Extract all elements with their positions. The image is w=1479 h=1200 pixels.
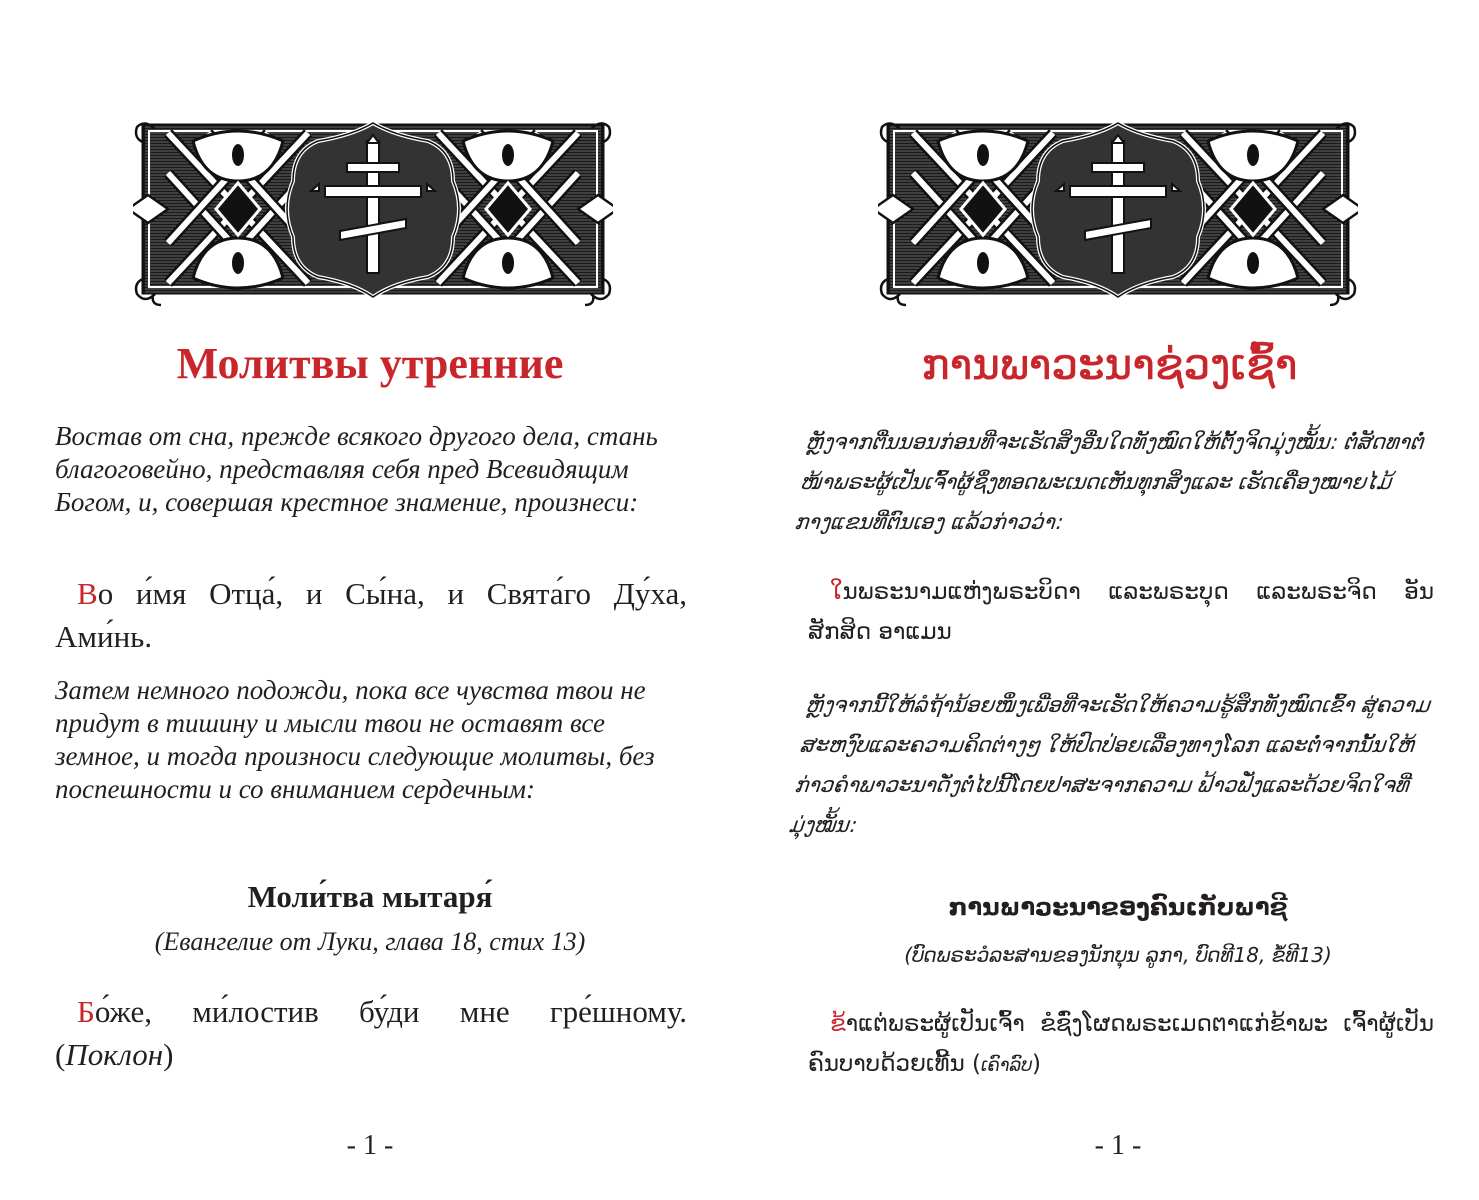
lao-page <box>740 0 1479 1200</box>
prayer-publican: Бо́же, ми́лостив бу́ди мне гре́шному. (Поклон) <box>55 994 687 1072</box>
ornate-cross-headpiece-icon <box>133 113 613 307</box>
reverence-note: ເຄົາລົບ <box>981 1055 1032 1076</box>
intro-rubric: Востав от сна, прежде всякого другого дела, стань благоговейно, представляя себя пред Всевидящим Богом, и, совершая крестное знамение, произнеси: <box>55 421 658 517</box>
drop-initial: В <box>77 576 98 611</box>
drop-initial: ຂ້ <box>830 1011 846 1037</box>
drop-initial: Б <box>77 994 95 1029</box>
scripture-source: (Евангелие от Луки, глава 18, стих 13) <box>154 927 586 956</box>
prayer-text: າແຕ່ພຣະຜູ້ເປັນເຈົ້າ ຂໍຊົ່ງໂຜດພຣະເມດຕາແກ່ຂ້າພະ ເຈົ້າຜູ້ເປັນຄົນບາບດ້ວຍເທີ້ນ <box>808 1011 1434 1077</box>
prayer-text: ນພຣະນາມແຫ່ງພຣະບິດາ ແລະພຣະບຸດ ແລະພຣະຈິດ ອັນສັກສິດ ອາແມນ <box>808 579 1434 645</box>
intro-rubric: ຫຼັງຈາກຕື່ນນອນກ່ອນທີ່ຈະເຮັດສິ່ງອື່ນໃດທັງໝົດໃຫ້ຕັ້ງຈິດມຸ່ງໝັ້ນ: ຕໍ່ສັດທາຕໍ່ໜ້າພຣະຜູ້ເປັນເຈົ້າຜູ້ຊຶ່ງທອດພະເນດເຫັນທຸກສິ່ງແລະ ເຮັດເຄື່ອງໝາຍໄມ້ກາງແຂນທີ່ຕົນເອງ ແລ້ວກ່າວວ່າ: <box>794 430 1427 534</box>
prayer-heading: ການພາວະນາຂອງຄົນເກັບພາຊີ <box>948 893 1288 921</box>
prayer-text: о и́мя Отца́, и Сы́на, и Свята́го Ду́ха, Ами́нь. <box>55 576 687 654</box>
prayer-text: о́же, ми́лостив бу́ди мне гре́шному. <box>94 994 687 1029</box>
prayer-invocation <box>55 572 687 658</box>
drop-initial: ໃ <box>830 579 843 605</box>
page-title: Молитвы утренние <box>176 339 564 388</box>
prayer-invocation <box>808 572 1434 652</box>
instruction-rubric: Затем немного подожди, пока все чувства твои не придут в тишину и мысли твои не оставят все земное, и тогда произноси следующие молитвы, без поспешности и со вниманием сердечным: <box>55 675 655 804</box>
page-title: ການພາວະນາຊ່ວງເຊົ້າ <box>921 340 1298 389</box>
page-number: - 1 - <box>1094 1130 1142 1161</box>
scripture-source: (ບົດພຣະວໍລະສານຂອງນັກບຸນ ລູກາ, ບົດທີ18, ຂໍ້ທີ13) <box>904 943 1332 967</box>
prayer-publican: ຂ້າແຕ່ພຣະຜູ້ເປັນເຈົ້າ ຂໍຊົ່ງໂຜດພຣະເມດຕາແກ່ຂ້າພະ ເຈົ້າຜູ້ເປັນຄົນບາບດ້ວຍເທີ້ນ (ເຄົາລົບ) <box>808 1011 1434 1077</box>
ornate-cross-headpiece-icon <box>878 113 1358 307</box>
instruction-rubric: ຫຼັງຈາກນີ້ໃຫ້ລໍຖ້ານ້ອຍໜຶ່ງເພື່ອທີ່ຈະເຮັດໃຫ້ຄວາມຮູ້ສຶກທັງໝົດເຂົ້າ ສູ່ຄວາມສະຫງົບແລະຄວາມຄິດຕ່າງໆ ໃຫ້ປົດປ່ອຍເລື່ອງທາງໂລກ ແລະຕໍ່ຈາກນັ້ນໃຫ້ກ່າວຄຳພາວະນາດັ່ງຕໍ່ໄປນີ້ໂດຍປາສະຈາກຄວາມ ຟ້າວຟັ່ງແລະດ້ວຍຈິດໃຈທີ່ມຸ່ງໝັ້ນ: <box>788 693 1433 837</box>
prostration-note: Поклон <box>65 1037 164 1072</box>
page-number: - 1 - <box>346 1130 394 1161</box>
prayer-heading: Моли́тва мытаря́ <box>247 879 493 914</box>
